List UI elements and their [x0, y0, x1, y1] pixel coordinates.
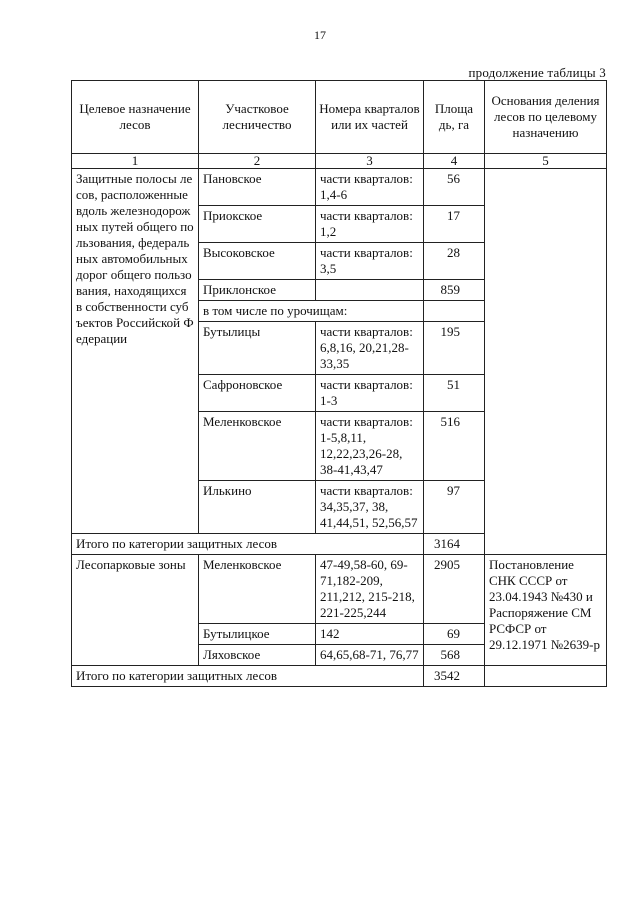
forestry-cell: Бутылицы: [199, 322, 316, 375]
page-number: 17: [314, 28, 326, 42]
basis-cell-empty: [485, 169, 607, 555]
tracts-subheader: в том числе по урочищам:: [199, 301, 424, 322]
area-cell: 51: [424, 375, 485, 412]
area-cell: 56: [424, 169, 485, 206]
quarters-cell: [316, 280, 424, 301]
forestry-cell: Меленковское: [199, 555, 316, 624]
table-row: [72, 555, 607, 624]
area-cell: 17: [424, 206, 485, 243]
quarters-cell: части кварталов: 1,2: [316, 206, 424, 243]
quarters-cell: части кварталов: 1-3: [316, 375, 424, 412]
area-cell: 195: [424, 322, 485, 375]
forestry-cell: Высоковское: [199, 243, 316, 280]
header-forestry: Участковое лесничество: [199, 81, 316, 154]
header-purpose: Целевое назначение лесов: [72, 81, 199, 154]
total-label: Итого по категории защитных лесов: [72, 534, 424, 555]
forestry-cell: Приокское: [199, 206, 316, 243]
header-quarters: Номера кварталов или их частей: [316, 81, 424, 154]
area-cell: 69: [424, 624, 485, 645]
forestry-cell: Меленковское: [199, 412, 316, 481]
table-row: [72, 169, 607, 206]
quarters-cell: части кварталов: 3,5: [316, 243, 424, 280]
quarters-cell: 64,65,68-71, 76,77: [316, 645, 424, 666]
header-basis: Основания деления лесов по целевому назначению: [485, 81, 607, 154]
quarters-cell: части кварталов: 1,4-6: [316, 169, 424, 206]
forestry-cell: Ляховское: [199, 645, 316, 666]
column-number: 4: [424, 154, 485, 169]
basis-cell-empty: [485, 666, 607, 687]
quarters-cell: части кварталов: 6,8,16, 20,21,28-33,35: [316, 322, 424, 375]
column-number-row: [72, 154, 607, 169]
forestry-cell: Пановское: [199, 169, 316, 206]
area-cell: 28: [424, 243, 485, 280]
total-area: 3164: [424, 534, 485, 555]
forestry-cell: Сафроновское: [199, 375, 316, 412]
column-number: 2: [199, 154, 316, 169]
table-header-row: [72, 81, 607, 154]
quarters-cell: части кварталов: 1-5,8,11, 12,22,23,26-28, 38-41,43,47: [316, 412, 424, 481]
total-label: Итого по категории защитных лесов: [72, 666, 424, 687]
area-cell: 97: [424, 481, 485, 534]
quarters-cell: 47-49,58-60, 69-71,182-209, 211,212, 215-218, 221-225,244: [316, 555, 424, 624]
area-cell: 859: [424, 280, 485, 301]
area-cell: 2905: [424, 555, 485, 624]
header-area: Площа дь, га: [424, 81, 485, 154]
total-area: 3542: [424, 666, 485, 687]
area-cell: 516: [424, 412, 485, 481]
area-cell: 568: [424, 645, 485, 666]
basis-cell: Постановление СНК СССР от 23.04.1943 №430 и Распоряжение СМ РСФСР от 29.12.1971 №2639-р: [485, 555, 607, 666]
purpose-protective-strips: Защитные полосы лесов, расположенные вдоль железнодорожных путей общего пользования, федеральных автомобильных дорог общего пользования, находящихся в собственности субъектов Российской Федерации: [72, 169, 199, 534]
table-continuation-label: продолжение таблицы 3: [468, 65, 606, 80]
forestry-cell: Бутылицкое: [199, 624, 316, 645]
column-number: 5: [485, 154, 607, 169]
forestry-cell: Приклонское: [199, 280, 316, 301]
total-row: [72, 666, 607, 687]
column-number: 3: [316, 154, 424, 169]
purpose-forest-parks: Лесопарковые зоны: [72, 555, 199, 666]
area-cell-empty: [424, 301, 485, 322]
quarters-cell: части кварталов: 34,35,37, 38, 41,44,51, 52,56,57: [316, 481, 424, 534]
column-number: 1: [72, 154, 199, 169]
forest-purpose-table: [71, 80, 607, 687]
quarters-cell: 142: [316, 624, 424, 645]
forestry-cell: Илькино: [199, 481, 316, 534]
